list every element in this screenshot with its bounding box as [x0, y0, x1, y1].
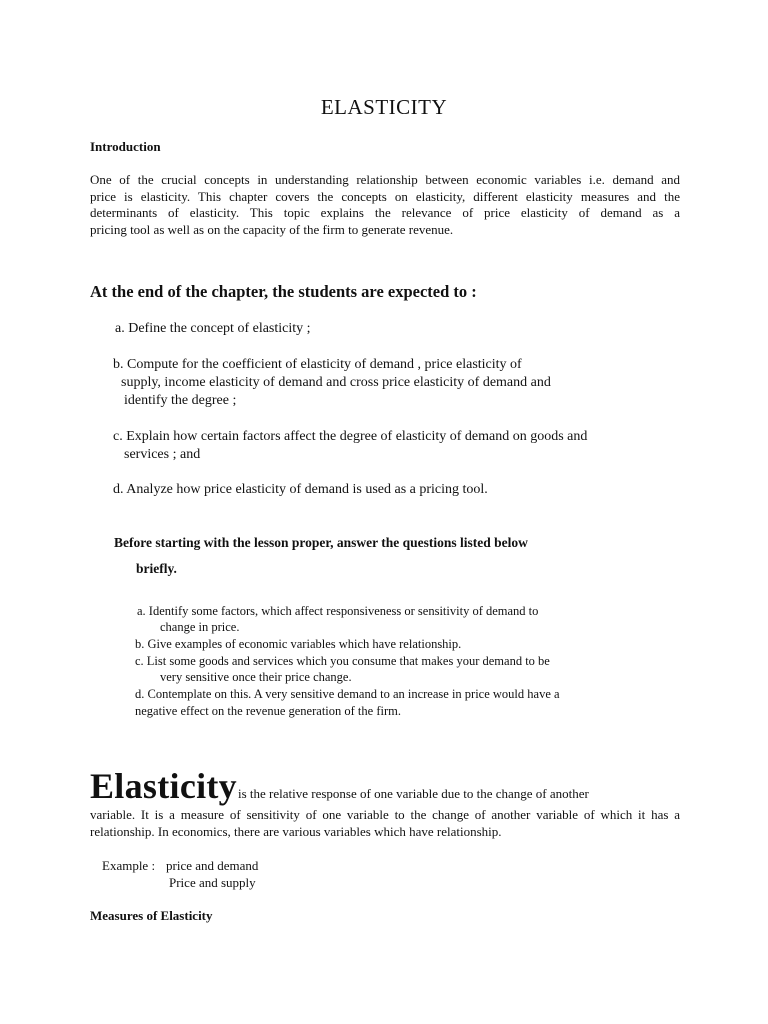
question-item-c: c. List some goods and services which you consume that makes your demand to be — [135, 654, 550, 668]
definition-line: variable. It is a measure of sensitivity of one variable to the change of another variable of which it has a — [90, 807, 680, 822]
definition-line: relationship. In economics, there are various variables which have relationship. — [90, 824, 502, 839]
question-item-a-line: change in price. — [160, 620, 240, 634]
question-item-d: d. Contemplate on this. A very sensitive demand to an increase in price would have a — [135, 687, 560, 701]
objectives-heading: At the end of the chapter, the students are expected to : — [90, 282, 477, 301]
questions-heading: Before starting with the lesson proper, answer the questions listed below — [114, 535, 528, 550]
example-label: Example : — [102, 858, 156, 873]
question-item-b: b. Give examples of economic variables which have relationship. — [135, 637, 462, 651]
introduction-paragraph — [90, 172, 680, 238]
introduction-line: One of the crucial concepts in understanding relationship between economic variables i.e. demand and — [90, 172, 680, 187]
definition-paragraph — [90, 806, 680, 840]
introduction-line: determinants of elasticity. This topic explains the relevance of price elasticity of demand as a — [90, 205, 680, 220]
objective-item-d: d. Analyze how price elasticity of demand is used as a pricing tool. — [113, 482, 488, 497]
measures-heading: Measures of Elasticity — [90, 908, 213, 923]
question-item-c-line: very sensitive once their price change. — [160, 670, 352, 684]
introduction-line: pricing tool as well as on the capacity of the firm to generate revenue. — [90, 221, 454, 237]
definition-first-line: is the relative response of one variable due to the change of another — [238, 786, 589, 801]
objective-item-c: c. Explain how certain factors affect the degree of elasticity of demand on goods and — [113, 429, 588, 444]
objective-item-b-line: identify the degree ; — [124, 393, 237, 408]
question-item-a: a. Identify some factors, which affect responsiveness or sensitivity of demand to — [137, 604, 539, 618]
question-item-d-line: negative effect on the revenue generation of the firm. — [135, 704, 401, 718]
introduction-heading: Introduction — [90, 139, 161, 154]
objective-item-c-line: services ; and — [124, 447, 201, 462]
definition-term: Elasticity — [90, 766, 237, 806]
example-item: Price and supply — [169, 875, 256, 890]
introduction-line: price is elasticity. This chapter covers the concepts on elasticity, different elasticity measures and the — [90, 188, 680, 204]
objective-item-b: b. Compute for the coefficient of elasticity of demand , price elasticity of — [113, 357, 522, 372]
page-title: ELASTICITY — [320, 95, 448, 119]
questions-heading-continued: briefly. — [136, 561, 177, 576]
example-item: price and demand — [166, 858, 259, 873]
objective-item-b-line: supply, income elasticity of demand and cross price elasticity of demand and — [121, 375, 551, 390]
objective-item-a: a. Define the concept of elasticity ; — [115, 321, 311, 336]
